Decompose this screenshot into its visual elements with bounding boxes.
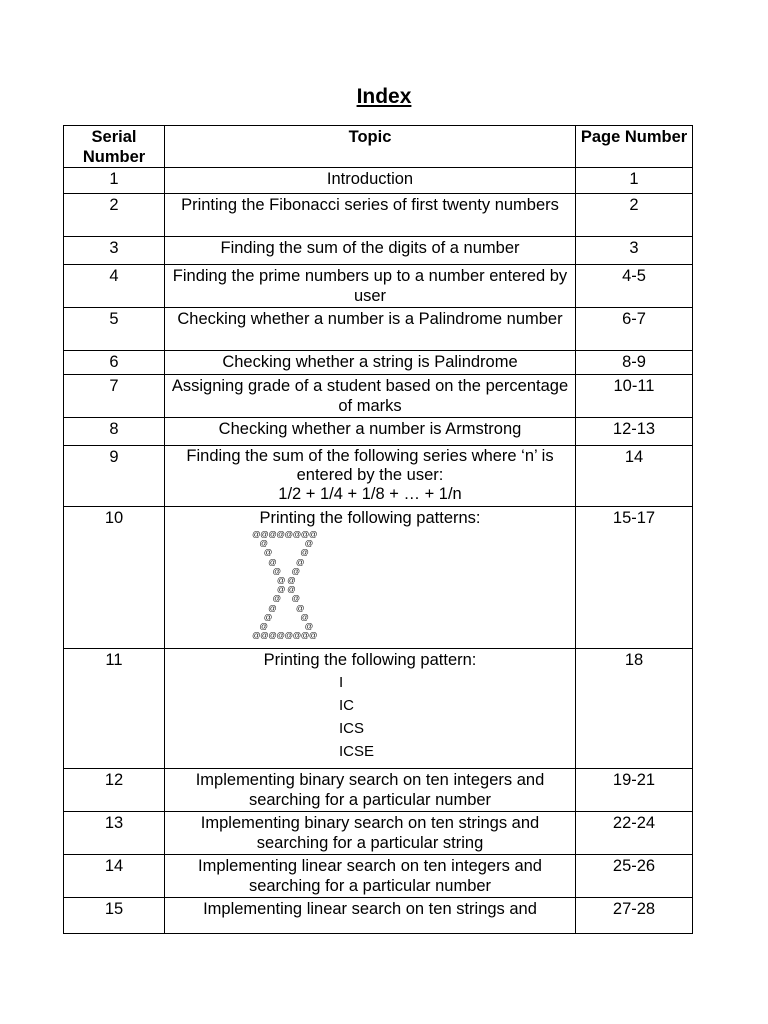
pattern-line: I: [339, 674, 344, 691]
table-row: [64, 351, 693, 375]
serial-cell: 9: [64, 446, 165, 507]
serial-cell: 1: [64, 168, 165, 194]
page-cell: 4-5: [576, 265, 693, 308]
pattern-glyph: @: [272, 593, 281, 604]
table-row: [64, 446, 693, 507]
pattern-glyph: @: [300, 547, 309, 558]
header-topic: Topic: [165, 126, 576, 168]
x-pattern-image: [251, 530, 401, 642]
topic-cell: Implementing binary search on ten strings and searching for a particular string: [165, 812, 576, 855]
serial-cell: 6: [64, 351, 165, 375]
table-row: [64, 308, 693, 351]
serial-cell: 13: [64, 812, 165, 855]
topic-cell: Finding the sum of the digits of a number: [165, 237, 576, 265]
topic-cell: Printing the Fibonacci series of first twenty numbers: [165, 194, 576, 237]
page-cell: 14: [576, 446, 693, 507]
topic-cell: Implementing linear search on ten integers and searching for a particular number: [165, 855, 576, 898]
serial-cell: 4: [64, 265, 165, 308]
table-row: [64, 375, 693, 418]
pattern-glyph: @: [272, 565, 281, 576]
page-cell: 12-13: [576, 418, 693, 446]
page-cell: 19-21: [576, 769, 693, 812]
table-row: [64, 194, 693, 237]
page-cell: 8-9: [576, 351, 693, 375]
header-row: [64, 126, 693, 168]
pattern-glyph: @: [276, 575, 285, 585]
page-cell: 6-7: [576, 308, 693, 351]
topic-cell: Checking whether a number is Armstrong: [165, 418, 576, 446]
ics-pattern: [169, 671, 571, 763]
page-cell: 22-24: [576, 812, 693, 855]
pattern-glyph: @: [287, 575, 296, 585]
topic-cell: Checking whether a string is Palindrome: [165, 351, 576, 375]
pattern-line: IC: [339, 697, 354, 714]
pattern-glyph: @: [259, 538, 268, 549]
pattern-glyph: @: [304, 538, 313, 549]
topic-cell: [165, 649, 576, 769]
table-row: [64, 812, 693, 855]
serial-cell: 8: [64, 418, 165, 446]
pattern-glyph: @: [291, 565, 300, 576]
table-row: [64, 168, 693, 194]
table-row: [64, 237, 693, 265]
page-cell: 1: [576, 168, 693, 194]
pattern-glyph: @: [304, 621, 313, 631]
topic-text: Printing the following pattern:: [263, 651, 477, 669]
page-cell: 15-17: [576, 507, 693, 649]
pattern-glyph: @: [259, 621, 268, 631]
table-row: [64, 507, 693, 649]
index-table: [63, 125, 693, 934]
pattern-glyph: @@@@@@@@: [252, 529, 318, 539]
pattern-glyph: @: [263, 611, 272, 622]
pattern-glyph: @: [295, 556, 305, 567]
serial-cell: 12: [64, 769, 165, 812]
pattern-glyph: @: [295, 602, 305, 613]
pattern-line: ICSE: [339, 743, 375, 760]
table-row: [64, 418, 693, 446]
pattern-glyph: @: [287, 584, 296, 595]
table-row: [64, 855, 693, 898]
page-cell: 18: [576, 649, 693, 769]
topic-cell: Implementing linear search on ten strings and: [165, 898, 576, 934]
table-row: [64, 769, 693, 812]
topic-cell: Implementing binary search on ten integers and searching for a particular number: [165, 769, 576, 812]
topic-cell: Assigning grade of a student based on the percentage of marks: [165, 375, 576, 418]
table-row: [64, 265, 693, 308]
serial-cell: 3: [64, 237, 165, 265]
header-serial: Serial Number: [64, 126, 165, 168]
pattern-glyph: @: [268, 602, 277, 613]
topic-text: Printing the following patterns:: [259, 509, 481, 527]
topic-cell: [165, 446, 576, 507]
page-cell: 10-11: [576, 375, 693, 418]
pattern-glyph: @: [300, 611, 309, 622]
topic-cell: Checking whether a number is a Palindrome number: [165, 308, 576, 351]
pattern-line: ICS: [339, 720, 365, 737]
serial-cell: 11: [64, 649, 165, 769]
pattern-glyph: @@@@@@@@: [252, 630, 318, 641]
series-formula: 1/2 + 1/4 + 1/8 + … + 1/n: [278, 485, 462, 503]
page-cell: 27-28: [576, 898, 693, 934]
serial-cell: 10: [64, 507, 165, 649]
page-cell: 2: [576, 194, 693, 237]
topic-text: Finding the sum of the following series where ‘n’ is entered by the user:: [186, 447, 554, 484]
pattern-glyph: @: [291, 593, 300, 604]
topic-cell: Introduction: [165, 168, 576, 194]
serial-cell: 7: [64, 375, 165, 418]
page-title: Index: [356, 85, 412, 108]
topic-cell: [165, 507, 576, 649]
page-cell: 3: [576, 237, 693, 265]
serial-cell: 2: [64, 194, 165, 237]
serial-cell: 15: [64, 898, 165, 934]
pattern-glyph: @: [268, 556, 277, 567]
serial-cell: 14: [64, 855, 165, 898]
serial-cell: 5: [64, 308, 165, 351]
topic-cell: Finding the prime numbers up to a number entered by user: [165, 265, 576, 308]
table-row: [64, 898, 693, 934]
page-cell: 25-26: [576, 855, 693, 898]
table-row: [64, 649, 693, 769]
header-page: Page Number: [576, 126, 693, 168]
pattern-glyph: @: [263, 547, 272, 558]
pattern-glyph: @: [276, 584, 285, 595]
